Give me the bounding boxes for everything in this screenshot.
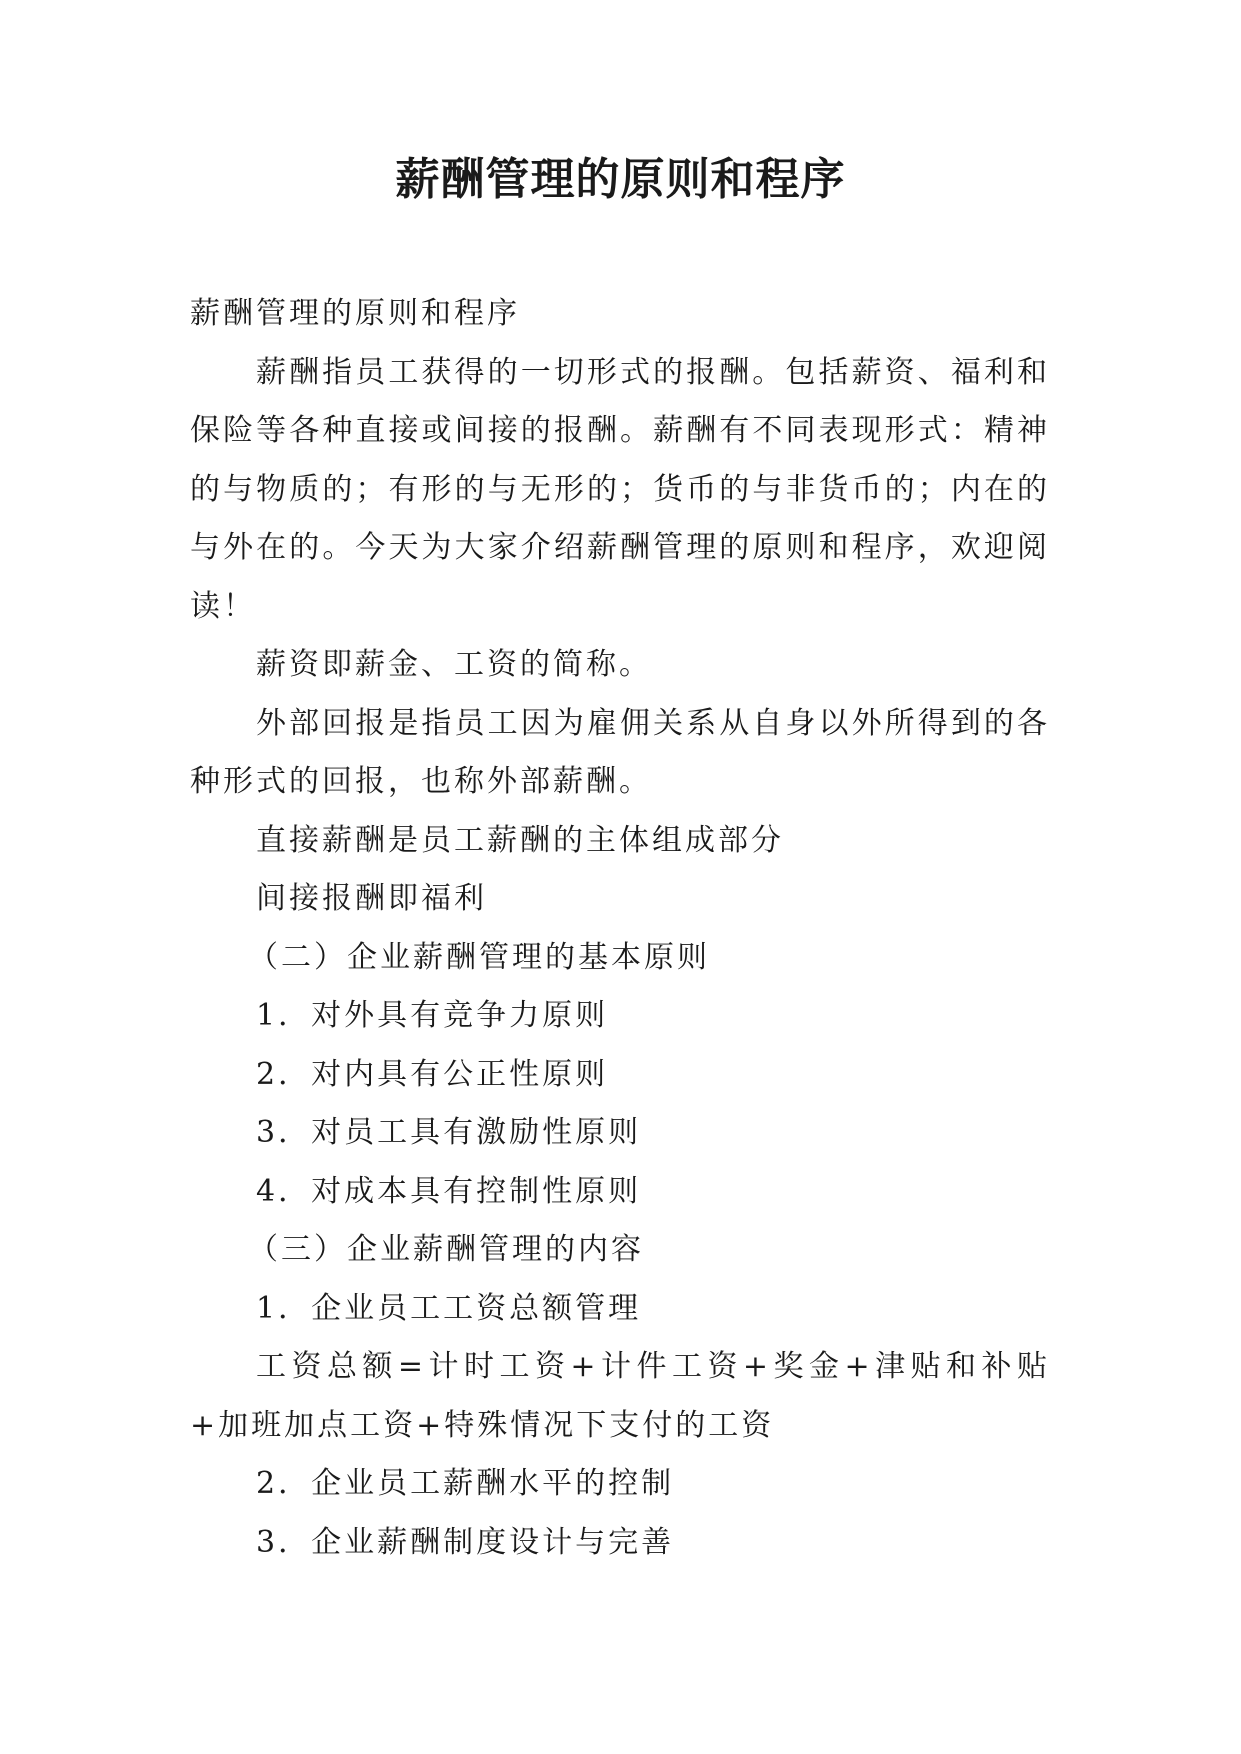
- subtitle-paragraph: 薪酬管理的原则和程序: [190, 296, 520, 331]
- wage-formula-paragraph: 工资总额=计时工资+计件工资+奖金+津贴和补贴+加班加点工资+特殊情况下支付的工资: [190, 1349, 1050, 1443]
- list-item: 1．对外具有竞争力原则: [256, 998, 609, 1033]
- document-body: [190, 285, 1050, 1572]
- indirect-pay-paragraph: 间接报酬即福利: [256, 881, 487, 916]
- list-item: 1．企业员工工资总额管理: [256, 1290, 642, 1326]
- list-item: 2．企业员工薪酬水平的控制: [256, 1466, 675, 1501]
- list-item: 3．企业薪酬制度设计与完善: [256, 1524, 675, 1560]
- section-heading-content: （三）企业薪酬管理的内容: [248, 1232, 644, 1267]
- external-return-paragraph: 外部回报是指员工因为雇佣关系从自身以外所得到的各种形式的回报，也称外部薪酬。: [190, 705, 1050, 799]
- intro-paragraph: 薪酬指员工获得的一切形式的报酬。包括薪资、福利和保险等各种直接或间接的报酬。薪酬有不同表现形式：精神的与物质的；有形的与无形的；货币的与非货币的；内在的与外在的。今天为大家介绍薪酬管理的原则和程序，欢迎阅读！: [190, 354, 1050, 624]
- document-title: 薪酬管理的原则和程序: [395, 154, 846, 205]
- direct-pay-paragraph: 直接薪酬是员工薪酬的主体组成部分: [256, 822, 784, 858]
- list-item: 2．对内具有公正性原则: [256, 1056, 609, 1092]
- salary-definition-paragraph: 薪资即薪金、工资的简称。: [256, 647, 652, 682]
- list-item: 3．对员工具有激励性原则: [256, 1115, 642, 1150]
- list-item: 4．对成本具有控制性原则: [256, 1173, 642, 1209]
- section-heading-principles: （二）企业薪酬管理的基本原则: [248, 939, 710, 975]
